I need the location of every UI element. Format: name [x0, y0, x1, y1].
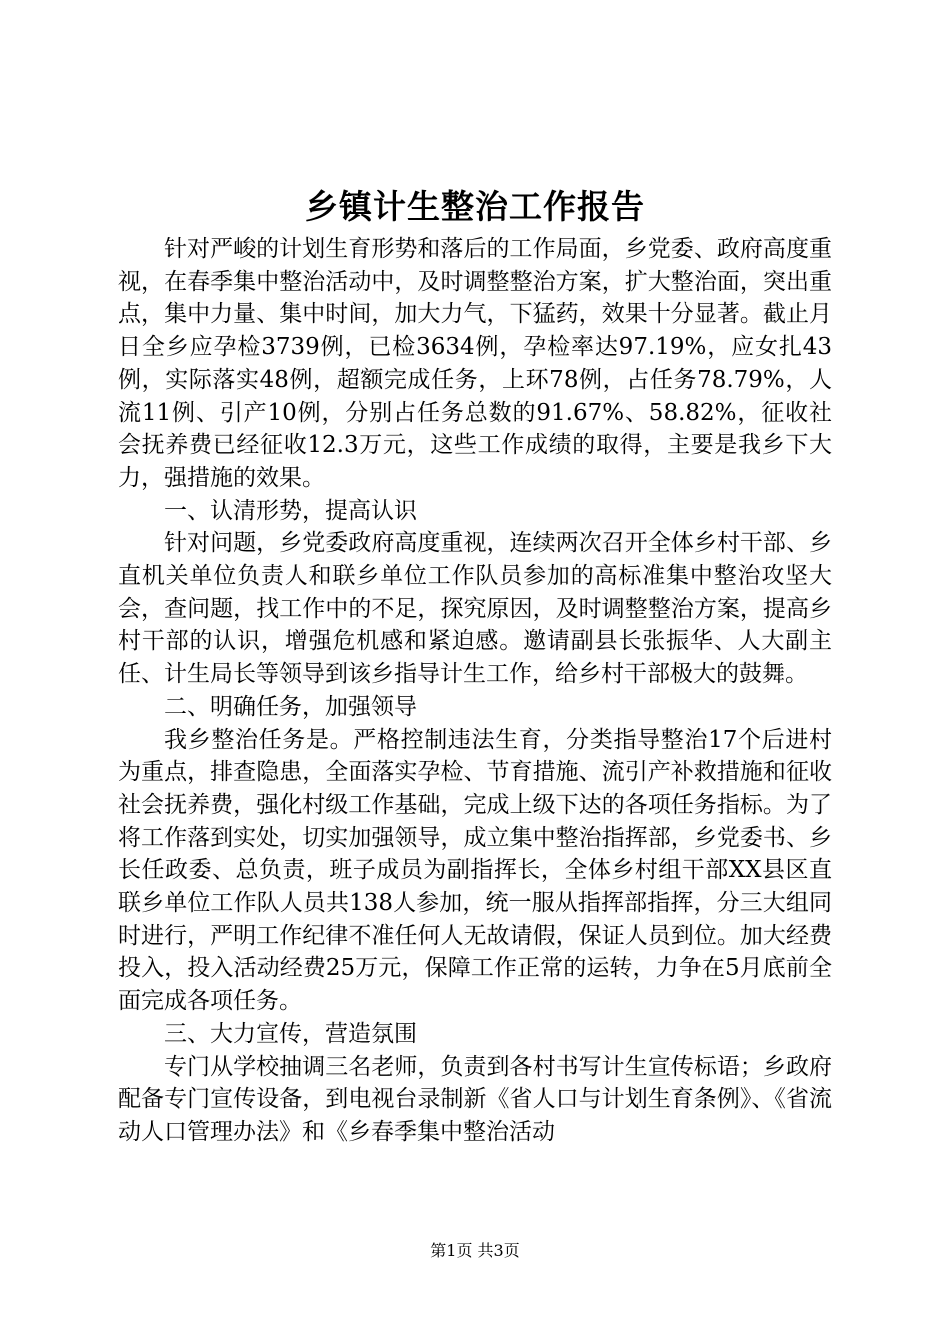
- section-heading-2: 二、明确任务，加强领导: [164, 693, 417, 720]
- section-heading-3: 三、大力宣传，营造氛围: [164, 1020, 417, 1047]
- paragraph-section-3: 专门从学校抽调三名老师，负责到各村书写计生宣传标语；乡政府配备专门宣传设备，到电视台录制新《省人口与计划生育条例》、《省流动人口管理办法》和《乡春季集中整治活动: [118, 1053, 832, 1145]
- document-body: [118, 233, 832, 1149]
- paragraph-section-2: 我乡整治任务是。严格控制违法生育，分类指导整治17个后进村为重点，排查隐患，全面落实孕检、节育措施、流引产补救措施和征收社会抚养费，强化村级工作基础，完成上级下达的各项任务指标。为了将工作落到实处，切实加强领导，成立集中整治指挥部，乡党委书、乡长任政委、总负责，班子成员为副指挥长，全体乡村组干部XX县区直联乡单位工作队人员共138人参加，统一服从指挥部指挥，分三大组同时进行，严明工作纪律不准任何人无故请假，保证人员到位。加大经费投入，投入活动经费25万元，保障工作正常的运转，力争在5月底前全面完成各项任务。: [118, 726, 832, 1015]
- paragraph-intro: 针对严峻的计划生育形势和落后的工作局面，乡党委、政府高度重视，在春季集中整治活动中，及时调整整治方案，扩大整治面，突出重点，集中力量、集中时间，加大力气，下猛药，效果十分显著。截止月日全乡应孕检3739例，已检3634例，孕检率达97.19%，应女扎43例，实际落实48例，超额完成任务，上环78例，占任务78.79%，人流11例、引产10例，分别占任务总数的91.67%、58.82%，征收社会抚养费已经征收12.3万元，这些工作成绩的取得，主要是我乡下大力，强措施的效果。: [118, 236, 832, 491]
- document-title: 乡镇计生整治工作报告: [305, 187, 645, 226]
- page-footer: 第1页 共3页: [430, 1241, 520, 1260]
- section-heading-1: 一、认清形势，提高认识: [164, 497, 417, 524]
- paragraph-section-1: 针对问题，乡党委政府高度重视，连续两次召开全体乡村干部、乡直机关单位负责人和联乡单位工作队员参加的高标准集中整治攻坚大会，查问题，找工作中的不足，探究原因，及时调整整治方案，提高乡村干部的认识，增强危机感和紧迫感。邀请副县长张振华、人大副主任、计生局长等领导到该乡指导计生工作，给乡村干部极大的鼓舞。: [118, 530, 832, 688]
